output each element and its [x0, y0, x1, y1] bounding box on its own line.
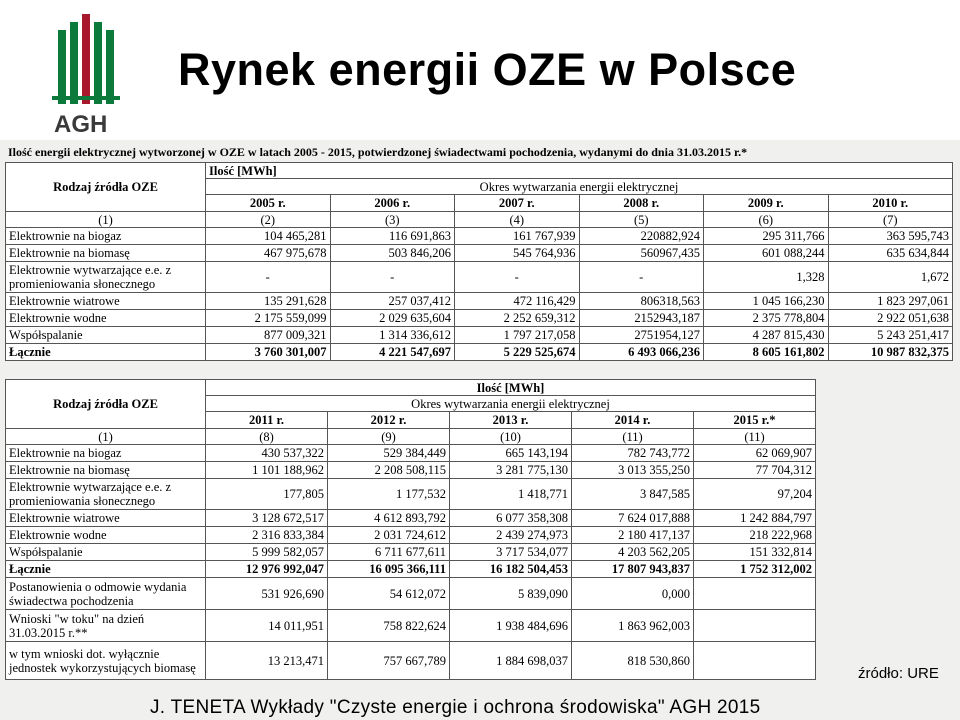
value-cell: 2 180 417,137 [572, 527, 694, 544]
value-cell: 1 938 484,696 [450, 610, 572, 642]
column-index: (1) [6, 212, 206, 228]
value-cell: 3 013 355,250 [572, 462, 694, 479]
value-cell: 3 760 301,007 [206, 344, 331, 361]
column-index: (2) [206, 212, 331, 228]
value-cell: 503 846,206 [330, 245, 455, 262]
value-cell: - [579, 262, 704, 293]
table-row [6, 245, 953, 262]
header-ilosc: Ilość [MWh] [206, 380, 816, 396]
value-cell: - [206, 262, 331, 293]
row-label: Elektrownie na biomasę [6, 245, 206, 262]
value-cell: 5 839,090 [450, 578, 572, 610]
value-cell: 635 634,844 [828, 245, 953, 262]
value-cell: 16 182 504,453 [450, 561, 572, 578]
value-cell: 2751954,127 [579, 327, 704, 344]
value-cell: 10 987 832,375 [828, 344, 953, 361]
year-header: 2014 r. [572, 412, 694, 429]
value-cell: 1 884 698,037 [450, 642, 572, 680]
value-cell: 665 143,194 [450, 445, 572, 462]
table-row [6, 642, 816, 680]
value-cell: 1 242 884,797 [694, 510, 816, 527]
row-label: Postanowienia o odmowie wydania świadectwa pochodzenia [6, 578, 206, 610]
row-label: Współspalanie [6, 544, 206, 561]
table-row [6, 327, 953, 344]
agh-logo-graphic [50, 10, 130, 138]
value-cell: 3 281 775,130 [450, 462, 572, 479]
value-cell: 2 252 659,312 [455, 310, 580, 327]
value-cell: 2 439 274,973 [450, 527, 572, 544]
row-label: Łącznie [6, 344, 206, 361]
row-label: w tym wnioski dot. wyłącznie jednostek wykorzystujących biomasę [6, 642, 206, 680]
row-label: Łącznie [6, 561, 206, 578]
column-index: (7) [828, 212, 953, 228]
row-label: Elektrownie wiatrowe [6, 510, 206, 527]
table-row [6, 544, 816, 561]
table-row [6, 527, 816, 544]
value-cell: 116 691,863 [330, 228, 455, 245]
value-cell: 2 175 559,099 [206, 310, 331, 327]
value-cell: 1 797 217,058 [455, 327, 580, 344]
value-cell: 363 595,743 [828, 228, 953, 245]
value-cell: 601 088,244 [704, 245, 829, 262]
value-cell: 818 530,860 [572, 642, 694, 680]
table-row [6, 578, 816, 610]
row-label: Współspalanie [6, 327, 206, 344]
page-title: Rynek energii OZE w Polsce [178, 44, 797, 95]
value-cell: 4 221 547,697 [330, 344, 455, 361]
value-cell: 3 128 672,517 [206, 510, 328, 527]
year-header: 2008 r. [579, 195, 704, 212]
value-cell: 135 291,628 [206, 293, 331, 310]
header-okres: Okres wytwarzania energii elektrycznej [206, 396, 816, 412]
source-note: źródło: URE [858, 665, 939, 682]
value-cell: 2 029 635,604 [330, 310, 455, 327]
value-cell: 257 037,412 [330, 293, 455, 310]
value-cell: 4 287 815,430 [704, 327, 829, 344]
empty-cell [694, 578, 816, 610]
header-rodzaj: Rodzaj źródła OZE [6, 380, 206, 429]
column-index: (5) [579, 212, 704, 228]
value-cell: 54 612,072 [328, 578, 450, 610]
empty-cell [694, 610, 816, 642]
value-cell: 1 045 166,230 [704, 293, 829, 310]
row-label: Elektrownie na biogaz [6, 228, 206, 245]
header-ilosc: Ilość [MWh] [206, 163, 953, 179]
value-cell: 177,805 [206, 479, 328, 510]
value-cell: 218 222,968 [694, 527, 816, 544]
column-index: (6) [704, 212, 829, 228]
year-header: 2006 r. [330, 195, 455, 212]
table-row [6, 293, 953, 310]
value-cell: 12 976 992,047 [206, 561, 328, 578]
table-row [6, 344, 953, 361]
agh-logo [50, 10, 130, 138]
row-label: Elektrownie wodne [6, 527, 206, 544]
value-cell: 531 926,690 [206, 578, 328, 610]
value-cell: 7 624 017,888 [572, 510, 694, 527]
value-cell: 5 243 251,417 [828, 327, 953, 344]
header-okres: Okres wytwarzania energii elektrycznej [206, 179, 953, 195]
value-cell: 1 314 336,612 [330, 327, 455, 344]
table-row [6, 310, 953, 327]
year-header: 2012 r. [328, 412, 450, 429]
value-cell: 545 764,936 [455, 245, 580, 262]
value-cell: 1 177,532 [328, 479, 450, 510]
value-cell: 2 316 833,384 [206, 527, 328, 544]
table-row [6, 561, 816, 578]
value-cell: 6 711 677,611 [328, 544, 450, 561]
value-cell: 560967,435 [579, 245, 704, 262]
value-cell: 104 465,281 [206, 228, 331, 245]
column-index: (8) [206, 429, 328, 445]
column-index: (9) [328, 429, 450, 445]
value-cell: 758 822,624 [328, 610, 450, 642]
table-row [6, 262, 953, 293]
value-cell: 161 767,939 [455, 228, 580, 245]
row-label: Elektrownie wodne [6, 310, 206, 327]
value-cell: 220882,924 [579, 228, 704, 245]
value-cell: 2 922 051,638 [828, 310, 953, 327]
header-rodzaj: Rodzaj źródła OZE [6, 163, 206, 212]
year-header: 2013 r. [450, 412, 572, 429]
year-header: 2011 r. [206, 412, 328, 429]
value-cell: 16 095 366,111 [328, 561, 450, 578]
value-cell: 806318,563 [579, 293, 704, 310]
value-cell: 8 605 161,802 [704, 344, 829, 361]
table-caption: Ilość energii elektrycznej wytworzonej w OZE w latach 2005 - 2015, potwierdzonej świadectwami pochodzenia, wydanymi do dnia 31.03.2015 r.* [8, 145, 748, 159]
column-index: (1) [6, 429, 206, 445]
value-cell: 13 213,471 [206, 642, 328, 680]
value-cell: 4 203 562,205 [572, 544, 694, 561]
table-row [6, 510, 816, 527]
value-cell: 1,328 [704, 262, 829, 293]
year-header: 2009 r. [704, 195, 829, 212]
value-cell: 472 116,429 [455, 293, 580, 310]
value-cell: 2152943,187 [579, 310, 704, 327]
value-cell: 1,672 [828, 262, 953, 293]
year-header: 2007 r. [455, 195, 580, 212]
value-cell: 2 375 778,804 [704, 310, 829, 327]
value-cell: 1 418,771 [450, 479, 572, 510]
logo-text: AGH [54, 111, 108, 138]
value-cell: 3 847,585 [572, 479, 694, 510]
year-header: 2015 r.* [694, 412, 816, 429]
value-cell: 77 704,312 [694, 462, 816, 479]
value-cell: 1 752 312,002 [694, 561, 816, 578]
row-label: Elektrownie na biogaz [6, 445, 206, 462]
value-cell: 3 717 534,077 [450, 544, 572, 561]
value-cell: 529 384,449 [328, 445, 450, 462]
row-label: Elektrownie wiatrowe [6, 293, 206, 310]
value-cell: 2 031 724,612 [328, 527, 450, 544]
value-cell: 877 009,321 [206, 327, 331, 344]
value-cell: 17 807 943,837 [572, 561, 694, 578]
value-cell: - [330, 262, 455, 293]
value-cell: 1 823 297,061 [828, 293, 953, 310]
column-index: (10) [450, 429, 572, 445]
year-header: 2005 r. [206, 195, 331, 212]
value-cell: 4 612 893,792 [328, 510, 450, 527]
table-row [6, 228, 953, 245]
table-row [6, 462, 816, 479]
value-cell: 97,204 [694, 479, 816, 510]
table-row [6, 445, 816, 462]
row-label: Elektrownie na biomasę [6, 462, 206, 479]
row-label: Wnioski "w toku" na dzień 31.03.2015 r.** [6, 610, 206, 642]
value-cell: 430 537,322 [206, 445, 328, 462]
footer-credit: J. TENETA Wykłady "Czyste energie i ochrona środowiska" AGH 2015 [150, 697, 761, 718]
value-cell: 6 493 066,236 [579, 344, 704, 361]
value-cell: 757 667,789 [328, 642, 450, 680]
column-index: (4) [455, 212, 580, 228]
table-2005-2010 [5, 162, 953, 361]
value-cell: 295 311,766 [704, 228, 829, 245]
table-row [6, 479, 816, 510]
table-row [6, 610, 816, 642]
value-cell: 467 975,678 [206, 245, 331, 262]
value-cell: 62 069,907 [694, 445, 816, 462]
value-cell: 2 208 508,115 [328, 462, 450, 479]
value-cell: 6 077 358,308 [450, 510, 572, 527]
year-header: 2010 r. [828, 195, 953, 212]
column-index: (3) [330, 212, 455, 228]
value-cell: 5 229 525,674 [455, 344, 580, 361]
table-2011-2015 [5, 379, 816, 680]
row-label: Elektrownie wytwarzające e.e. z promieniowania słonecznego [6, 262, 206, 293]
value-cell: 0,000 [572, 578, 694, 610]
column-index: (11) [572, 429, 694, 445]
value-cell: 5 999 582,057 [206, 544, 328, 561]
value-cell: 1 101 188,962 [206, 462, 328, 479]
row-label: Elektrownie wytwarzające e.e. z promieniowania słonecznego [6, 479, 206, 510]
empty-cell [694, 642, 816, 680]
value-cell: 151 332,814 [694, 544, 816, 561]
value-cell: - [455, 262, 580, 293]
column-index: (11) [694, 429, 816, 445]
value-cell: 782 743,772 [572, 445, 694, 462]
value-cell: 14 011,951 [206, 610, 328, 642]
value-cell: 1 863 962,003 [572, 610, 694, 642]
